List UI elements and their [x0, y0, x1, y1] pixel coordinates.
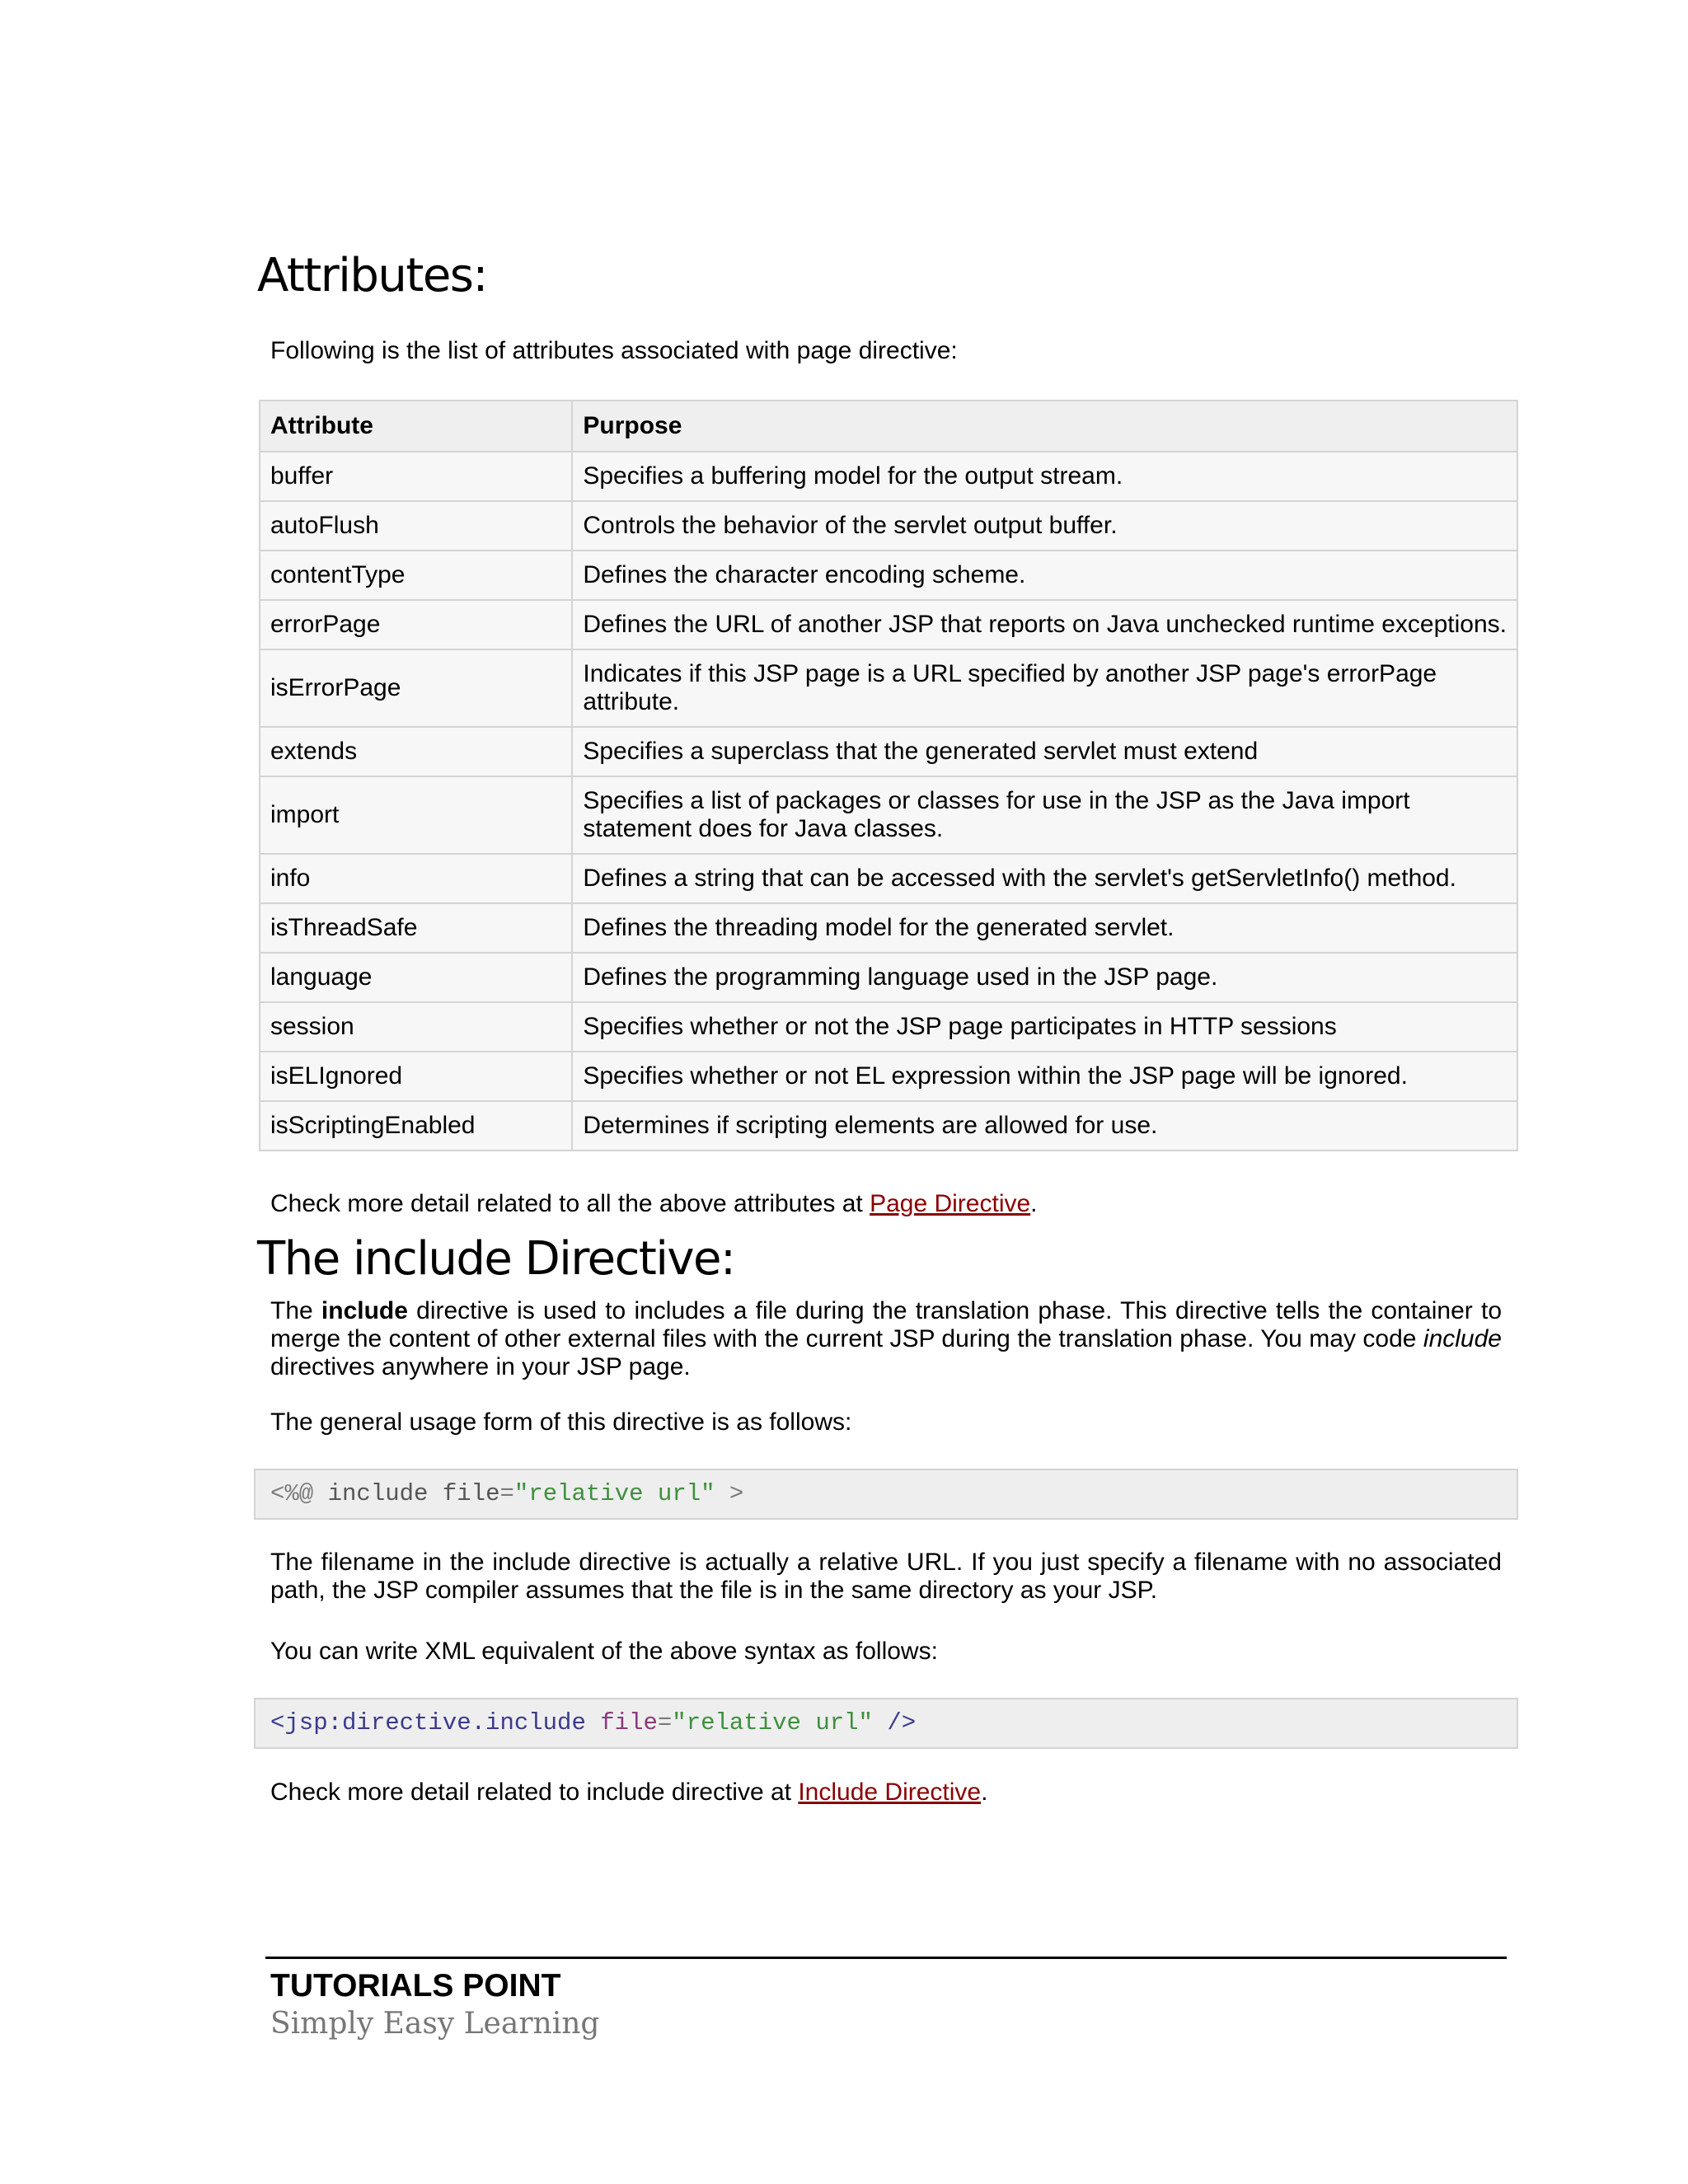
attribute-cell: isELIgnored — [260, 1052, 572, 1101]
attribute-cell: autoFlush — [260, 501, 572, 551]
table-row — [260, 551, 1517, 600]
attribute-cell: isThreadSafe — [260, 903, 572, 953]
code-token: file — [442, 1480, 500, 1507]
table-row — [260, 854, 1517, 903]
attributes-table — [259, 400, 1518, 1151]
attribute-cell: contentType — [260, 551, 572, 600]
desc-text: The — [270, 1297, 321, 1324]
include-directive-link[interactable]: Include Directive — [798, 1779, 982, 1806]
table-row — [260, 903, 1517, 953]
include-code-block — [254, 1469, 1518, 1520]
include-italic: include — [1423, 1325, 1502, 1352]
attributes-intro: Following is the list of attributes associated with page directive: — [270, 337, 958, 364]
code-token: <%@ — [270, 1480, 314, 1507]
attributes-heading: Attributes: — [257, 249, 487, 302]
purpose-cell: Specifies a buffering model for the output stream. — [572, 452, 1517, 501]
attribute-cell: errorPage — [260, 600, 572, 649]
page-directive-link[interactable]: Page Directive — [870, 1190, 1031, 1217]
table-row — [260, 953, 1517, 1002]
table-row — [260, 1052, 1517, 1101]
code-token: = — [499, 1480, 514, 1507]
desc-text: directives anywhere in your JSP page. — [270, 1353, 691, 1380]
usage-intro: The general usage form of this directive is as follows: — [270, 1408, 852, 1436]
attribute-cell: buffer — [260, 452, 572, 501]
table-row — [260, 452, 1517, 501]
table-row — [260, 501, 1517, 551]
table-row — [260, 776, 1517, 854]
footer-title: TUTORIALS POINT — [270, 1968, 561, 2004]
code-token: "relative url" — [513, 1480, 715, 1507]
code-token: /> — [872, 1709, 917, 1736]
purpose-cell: Specifies a list of packages or classes for use in the JSP as the Java import statement does for Java classes. — [572, 776, 1517, 854]
attribute-cell: import — [260, 776, 572, 854]
code-token: > — [715, 1480, 744, 1507]
purpose-cell: Defines the character encoding scheme. — [572, 551, 1517, 600]
code-token: file — [585, 1709, 658, 1736]
page-directive-more — [270, 1190, 1502, 1218]
attribute-cell: extends — [260, 727, 572, 776]
table-row — [260, 649, 1517, 727]
code-token: = — [657, 1709, 673, 1736]
purpose-cell: Determines if scripting elements are allowed for use. — [572, 1101, 1517, 1151]
table-row — [260, 727, 1517, 776]
filename-paragraph: The filename in the include directive is actually a relative URL. If you just specify a filename with no associated path, the JSP compiler assumes that the file is in the same directory as your JSP. — [270, 1549, 1502, 1604]
table-row — [260, 600, 1517, 649]
more-suffix: . — [1030, 1190, 1038, 1217]
table-row — [260, 1002, 1517, 1052]
table-header-row — [260, 401, 1517, 452]
code-token: "relative url" — [672, 1709, 873, 1736]
more-text: Check more detail related to all the above attributes at — [270, 1190, 870, 1217]
purpose-cell: Specifies a superclass that the generated servlet must extend — [572, 727, 1517, 776]
xml-intro: You can write XML equivalent of the above syntax as follows: — [270, 1638, 938, 1665]
code-token: <jsp:directive.include — [270, 1709, 586, 1736]
purpose-cell: Specifies whether or not the JSP page participates in HTTP sessions — [572, 1002, 1517, 1052]
include-directive-more — [270, 1779, 1502, 1807]
include-description — [270, 1297, 1502, 1381]
header-attribute: Attribute — [260, 401, 572, 452]
attribute-cell: session — [260, 1002, 572, 1052]
include-keyword: include — [321, 1297, 408, 1324]
purpose-cell: Defines a string that can be accessed with the servlet's getServletInfo() method. — [572, 854, 1517, 903]
code-token: include — [313, 1480, 443, 1507]
desc-text: directive is used to includes a file during the translation phase. This directive tells the container to merge the content of other external files with the current JSP during the translation phase. You may code — [270, 1297, 1503, 1352]
footer-divider — [265, 1957, 1507, 1959]
xml-code-block — [254, 1698, 1518, 1749]
attribute-cell: info — [260, 854, 572, 903]
include-heading: The include Directive: — [257, 1232, 735, 1286]
table-row — [260, 1101, 1517, 1151]
purpose-cell: Defines the URL of another JSP that reports on Java unchecked runtime exceptions. — [572, 600, 1517, 649]
purpose-cell: Defines the threading model for the generated servlet. — [572, 903, 1517, 953]
attribute-cell: isErrorPage — [260, 649, 572, 727]
header-purpose: Purpose — [572, 401, 1517, 452]
footer-subtitle: Simply Easy Learning — [270, 2007, 600, 2041]
purpose-cell: Specifies whether or not EL expression within the JSP page will be ignored. — [572, 1052, 1517, 1101]
more-text: Check more detail related to include directive at — [270, 1779, 799, 1806]
purpose-cell: Indicates if this JSP page is a URL specified by another JSP page's errorPage attribute. — [572, 649, 1517, 727]
more-suffix: . — [981, 1779, 988, 1806]
attribute-cell: isScriptingEnabled — [260, 1101, 572, 1151]
purpose-cell: Defines the programming language used in the JSP page. — [572, 953, 1517, 1002]
attribute-cell: language — [260, 953, 572, 1002]
purpose-cell: Controls the behavior of the servlet output buffer. — [572, 501, 1517, 551]
